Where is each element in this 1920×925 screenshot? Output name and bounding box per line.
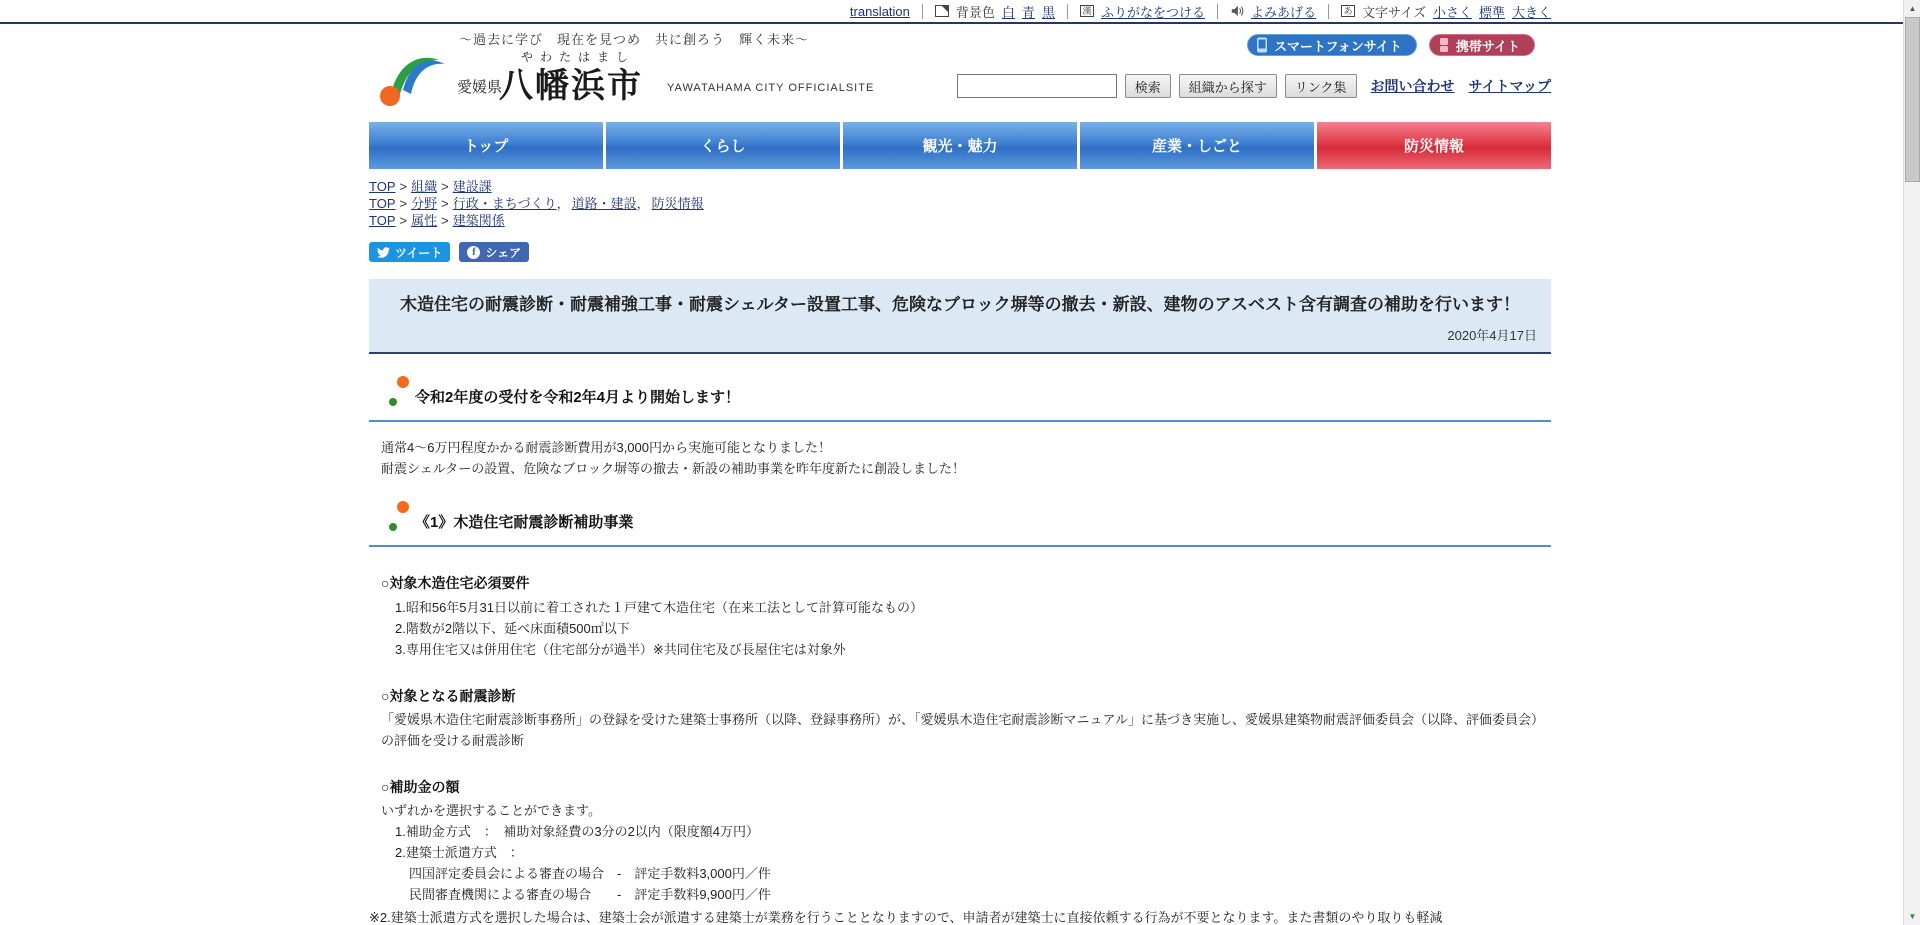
smartphone-site-button[interactable]	[1247, 34, 1417, 56]
breadcrumb-link[interactable]: 属性	[411, 213, 438, 228]
org-search-button[interactable]: 組織から探す	[1179, 74, 1277, 98]
subheading-target-diagnosis: ○対象となる耐震診断	[381, 688, 516, 704]
intro-line: 耐震シェルターの設置、危険なブロック塀等の撤去・新設の補助事業を昨年度新たに創設しました！	[381, 461, 965, 476]
section-rule	[369, 420, 1551, 422]
smartphone-site-label: スマートフォンサイト	[1274, 38, 1402, 54]
bullet-orange-icon	[397, 501, 409, 513]
breadcrumb-link[interactable]: TOP	[369, 179, 396, 194]
breadcrumb-link[interactable]: 行政・まちづくり	[452, 196, 557, 211]
target-diagnosis-text: 「愛媛県木造住宅耐震診断事務所」の登録を受けた建築士事務所（以降、登録事務所）が、「愛媛県木造住宅耐震診断マニュアル」に基づき実施し、愛媛県建築物耐震評価委員会（以降、評価委員会）の評価を受ける耐震診断	[381, 712, 1544, 748]
divider	[1328, 4, 1329, 19]
nav-tab-kurashi[interactable]: くらし	[606, 122, 840, 169]
breadcrumb-comma: ，	[636, 196, 650, 211]
furigana-icon: 漢	[1080, 5, 1094, 17]
scrollbar-down-button[interactable]: ▼	[1904, 908, 1920, 925]
mobile-site-label: 携帯サイト	[1455, 38, 1520, 54]
breadcrumb-link[interactable]: 防災情報	[651, 196, 704, 211]
breadcrumb-comma: ，	[556, 196, 570, 211]
subsidy-intro: いずれかを選択することができます。	[381, 803, 601, 818]
contact-link[interactable]: お問い合わせ	[1370, 78, 1455, 94]
breadcrumb-row-attribute	[369, 212, 1551, 229]
breadcrumb-separator: >	[399, 179, 408, 194]
font-standard-link[interactable]: 標準	[1478, 4, 1505, 20]
font-size-icon: あ	[1341, 5, 1355, 17]
bullet-green-icon	[389, 398, 397, 406]
subheading-requirements: ○対象木造住宅必須要件	[381, 575, 530, 591]
city-name-furigana: やわたはまし	[521, 50, 636, 64]
sitemap-link[interactable]: サイトマップ	[1468, 78, 1551, 94]
search-button[interactable]: 検索	[1125, 74, 1171, 98]
requirement-item: 3.専用住宅又は併用住宅（住宅部分が過半）※共同住宅及び長屋住宅は対象外	[395, 642, 846, 657]
city-logo-icon[interactable]	[377, 46, 447, 108]
background-color-label: 背景色	[955, 4, 995, 20]
bg-white-link[interactable]: 白	[1001, 4, 1015, 20]
prefecture-label: 愛媛県	[457, 79, 503, 96]
links-button[interactable]: リンク集	[1285, 74, 1357, 98]
subsidy-item: 1.補助金方式 ： 補助対象経費の3分の2以内（限度額4万円）	[395, 824, 760, 839]
accessibility-bar	[0, 0, 1920, 24]
divider	[1067, 4, 1068, 19]
furigana-group	[1080, 2, 1205, 21]
background-color-group	[935, 2, 1055, 21]
nav-tab-bosai[interactable]: 防災情報	[1317, 122, 1551, 169]
translation-link[interactable]: translation	[849, 3, 910, 19]
subsidy-item: 2.建築士派遣方式 ：	[395, 845, 523, 860]
intro-paragraph	[369, 437, 1551, 479]
section-heading-shindan	[369, 511, 1551, 532]
article-title-block	[369, 279, 1551, 354]
city-name[interactable]: 八幡浜市	[499, 68, 643, 105]
subsidy-subitem: 民間審査機関による審査の場合 - 評定手数料9,900円／件	[409, 887, 771, 902]
requirement-item: 2.階数が2階以下、延べ床面積500㎡以下	[395, 621, 630, 636]
breadcrumb-separator: >	[399, 196, 408, 211]
breadcrumb-separator: >	[441, 179, 449, 194]
section-heading-text: 令和2年度の受付を令和2年4月より開始します！	[415, 389, 741, 406]
smartphone-icon	[1256, 37, 1268, 53]
bg-black-link[interactable]: 黒	[1041, 4, 1055, 20]
breadcrumb-link[interactable]: 道路・建設	[571, 196, 637, 211]
breadcrumb-link[interactable]: 組織	[411, 179, 438, 194]
twitter-bird-icon	[377, 246, 390, 259]
bg-blue-link[interactable]: 青	[1021, 4, 1035, 20]
facebook-share-button[interactable]	[459, 242, 529, 262]
read-aloud-group	[1230, 2, 1316, 21]
section-heading-text: 《1》木造住宅耐震診断補助事業	[415, 514, 634, 531]
divider	[1217, 4, 1218, 19]
tweet-button[interactable]	[369, 242, 450, 262]
main-content	[369, 178, 1551, 925]
breadcrumb-link[interactable]: TOP	[369, 213, 396, 228]
official-site-label: YAWATAHAMA CITY OFFICIALSITE	[667, 82, 875, 94]
intro-line: 通常4～6万円程度かかる耐震診断費用が3,000円から実施可能となりました！	[381, 440, 831, 455]
share-label: シェア	[485, 245, 522, 260]
requirement-item: 1.昭和56年5月31日以前に着工された１戸建て木造住宅（在来工法として計算可能なもの）	[395, 600, 923, 615]
mobile-site-button[interactable]	[1429, 34, 1535, 56]
social-share-bar	[369, 242, 1551, 262]
background-color-icon	[935, 5, 949, 17]
breadcrumb-link[interactable]: 分野	[411, 196, 438, 211]
breadcrumb-row-category	[369, 195, 1551, 212]
nav-tab-sangyo[interactable]: 産業・しごと	[1080, 122, 1314, 169]
breadcrumb-link[interactable]: TOP	[369, 196, 396, 211]
font-size-label: 文字サイズ	[1361, 4, 1426, 20]
breadcrumb-link[interactable]: 建築関係	[452, 213, 505, 228]
font-size-group	[1341, 2, 1551, 21]
city-slogan: ～過去に学び 現在を見つめ 共に創ろう 輝く未来～	[459, 32, 810, 47]
main-navigation	[369, 122, 1551, 169]
scrollbar[interactable]	[1903, 0, 1920, 925]
breadcrumb-link[interactable]: 建設課	[452, 179, 492, 194]
site-search-input[interactable]	[957, 74, 1117, 98]
speaker-icon	[1230, 4, 1244, 18]
breadcrumb-row-organization	[369, 178, 1551, 195]
breadcrumb-separator: >	[441, 196, 449, 211]
bullet-orange-icon	[397, 376, 409, 388]
bullet-green-icon	[389, 523, 397, 531]
site-header	[0, 24, 1920, 122]
footnote: ※2.建築士派遣方式を選択した場合は、建築士会が派遣する建築士が業務を行うこととなりますので、申請者が建築士に直接依頼する行為が不要となります。また書類のやり取りも軽減	[369, 910, 1443, 925]
subheading-subsidy-amount: ○補助金の額	[381, 779, 460, 795]
facebook-icon: f	[467, 246, 480, 259]
font-larger-link[interactable]: 大きく	[1511, 4, 1551, 20]
font-smaller-link[interactable]: 小さく	[1432, 4, 1472, 20]
breadcrumb-separator: >	[441, 213, 449, 228]
breadcrumb-separator: >	[399, 213, 408, 228]
tweet-label: ツイート	[395, 245, 443, 260]
nav-tab-top[interactable]: トップ	[369, 122, 603, 169]
section-rule	[369, 545, 1551, 547]
furigana-link[interactable]: ふりがなをつける	[1100, 4, 1205, 20]
subsidy-subitem: 四国評定委員会による審査の場合 - 評定手数料3,000円／件	[409, 866, 771, 881]
nav-tab-kanko[interactable]: 観光・魅力	[843, 122, 1077, 169]
breadcrumbs	[369, 178, 1551, 229]
section-heading-reception	[369, 386, 1551, 407]
article-date: 2020年4月17日	[1447, 328, 1537, 343]
scrollbar-up-button[interactable]: ▲	[1904, 0, 1920, 17]
read-aloud-link[interactable]: よみあげる	[1250, 4, 1316, 20]
article-title: 木造住宅の耐震診断・耐震補強工事・耐震シェルター設置工事、危険なブロック塀等の撤去・新設、建物のアスベスト含有調査の補助を行います！	[400, 295, 1520, 314]
mobile-phone-icon	[1438, 37, 1450, 53]
scrollbar-thumb[interactable]	[1905, 17, 1920, 182]
divider	[922, 4, 923, 19]
